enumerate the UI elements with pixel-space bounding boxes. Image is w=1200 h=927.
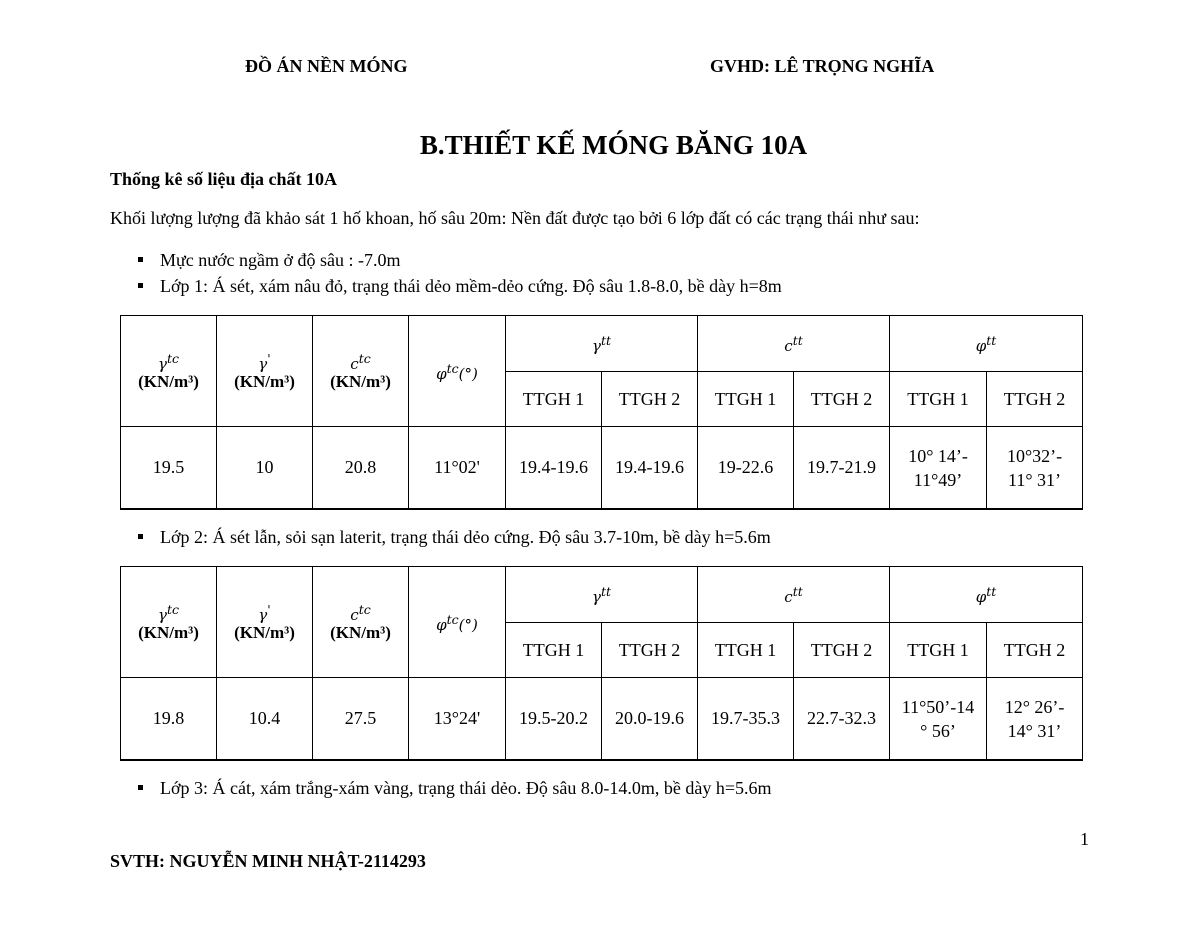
header-c-tt: $c^{tt}$ <box>698 567 890 623</box>
header-ttgh2: TTGH 2 <box>602 623 698 678</box>
cell-gamma-tc: 19.5 <box>121 427 217 510</box>
header-ttgh2: TTGH 2 <box>794 623 890 678</box>
header-ttgh1: TTGH 1 <box>506 372 602 427</box>
bullet-text: Lớp 3: Á cát, xám trắng-xám vàng, trạng thái dẻo. Độ sâu 8.0-14.0m, bề dày h=5.6m <box>160 778 772 798</box>
header-ttgh1: TTGH 1 <box>506 623 602 678</box>
header-gamma-tc: $\gamma^{tc}$ (KN/m³) <box>121 567 217 678</box>
intro-paragraph: Khối lượng lượng đã khảo sát 1 hố khoan, hố sâu 20m: Nền đất được tạo bởi 6 lớp đất có các trạng thái như sau: <box>110 208 920 228</box>
bullet-layer-3 <box>138 778 772 799</box>
header-c-tt: $c^{tt}$ <box>698 316 890 372</box>
cell-gamma-tt2: 19.4-19.6 <box>602 427 698 510</box>
header-ttgh1: TTGH 1 <box>890 372 987 427</box>
table-row <box>121 427 1083 510</box>
header-gamma-prime: γ' (KN/m³) <box>217 567 313 678</box>
page-number: 1 <box>1080 829 1089 849</box>
bullet-text: Mực nước ngầm ở độ sâu : -7.0m <box>160 250 401 270</box>
header-instructor: GVHD: LÊ TRỌNG NGHĨA <box>710 56 935 76</box>
header-ttgh2: TTGH 2 <box>987 623 1083 678</box>
page-title: B.THIẾT KẾ MÓNG BĂNG 10A <box>419 130 808 160</box>
header-ttgh2: TTGH 2 <box>794 372 890 427</box>
cell-phi-tt1: 10° 14’- 11°49’ <box>890 427 987 510</box>
header-ttgh2: TTGH 2 <box>987 372 1083 427</box>
cell-gamma-tt1: 19.4-19.6 <box>506 427 602 510</box>
cell-c-tt1: 19-22.6 <box>698 427 794 510</box>
cell-c-tc: 20.8 <box>313 427 409 510</box>
footer-student: SVTH: NGUYỄN MINH NHẬT-2114293 <box>110 851 426 871</box>
soil-table-layer-1 <box>120 315 1083 510</box>
header-gamma-tt: $\gamma^{tt}$ <box>506 567 698 623</box>
header-c-tc: $c^{tc}$ (KN/m³) <box>313 316 409 427</box>
cell-phi-tc: 11°02' <box>409 427 506 510</box>
header-ttgh1: TTGH 1 <box>890 623 987 678</box>
header-ttgh1: TTGH 1 <box>698 623 794 678</box>
header-gamma-tc: $\gamma^{tc}$ (KN/m³) <box>121 316 217 427</box>
cell-c-tc: 27.5 <box>313 678 409 761</box>
table-row <box>121 678 1083 761</box>
bullet-square-icon <box>138 785 143 790</box>
cell-phi-tc: 13°24' <box>409 678 506 761</box>
cell-phi-tt2: 10°32’- 11° 31’ <box>987 427 1083 510</box>
header-phi-tt: $\varphi^{tt}$ <box>890 316 1083 372</box>
bullet-text: Lớp 1: Á sét, xám nâu đỏ, trạng thái dẻo mềm-dẻo cứng. Độ sâu 1.8-8.0, bề dày h=8m <box>160 276 782 296</box>
bullet-text: Lớp 2: Á sét lẫn, sỏi sạn laterit, trạng thái dẻo cứng. Độ sâu 3.7-10m, bề dày h=5.6m <box>160 527 771 547</box>
cell-gamma-tt1: 19.5-20.2 <box>506 678 602 761</box>
cell-gamma-tc: 19.8 <box>121 678 217 761</box>
header-ttgh2: TTGH 2 <box>602 372 698 427</box>
cell-gamma-tt2: 20.0-19.6 <box>602 678 698 761</box>
header-ttgh1: TTGH 1 <box>698 372 794 427</box>
bullet-layer-2 <box>138 527 771 548</box>
cell-gamma-prime: 10 <box>217 427 313 510</box>
cell-phi-tt2: 12° 26’- 14° 31’ <box>987 678 1083 761</box>
header-phi-tt: $\varphi^{tt}$ <box>890 567 1083 623</box>
cell-phi-tt1: 11°50’-14 ° 56’ <box>890 678 987 761</box>
header-phi-tc: $\varphi^{tc}(^\circ)$ <box>409 567 506 678</box>
bullet-square-icon <box>138 534 143 539</box>
bullet-layer-1 <box>138 276 782 297</box>
cell-c-tt1: 19.7-35.3 <box>698 678 794 761</box>
cell-gamma-prime: 10.4 <box>217 678 313 761</box>
cell-c-tt2: 22.7-32.3 <box>794 678 890 761</box>
soil-table-layer-2 <box>120 566 1083 761</box>
header-course-title: ĐỒ ÁN NỀN MÓNG <box>245 56 408 76</box>
header-phi-tc: $\varphi^{tc}(^\circ)$ <box>409 316 506 427</box>
header-gamma-prime: γ' (KN/m³) <box>217 316 313 427</box>
cell-c-tt2: 19.7-21.9 <box>794 427 890 510</box>
section-subtitle: Thống kê số liệu địa chất 10A <box>110 169 338 189</box>
bullet-square-icon <box>138 283 143 288</box>
header-c-tc: $c^{tc}$ (KN/m³) <box>313 567 409 678</box>
header-gamma-tt: $\gamma^{tt}$ <box>506 316 698 372</box>
bullet-groundwater <box>138 250 401 271</box>
bullet-square-icon <box>138 257 143 262</box>
